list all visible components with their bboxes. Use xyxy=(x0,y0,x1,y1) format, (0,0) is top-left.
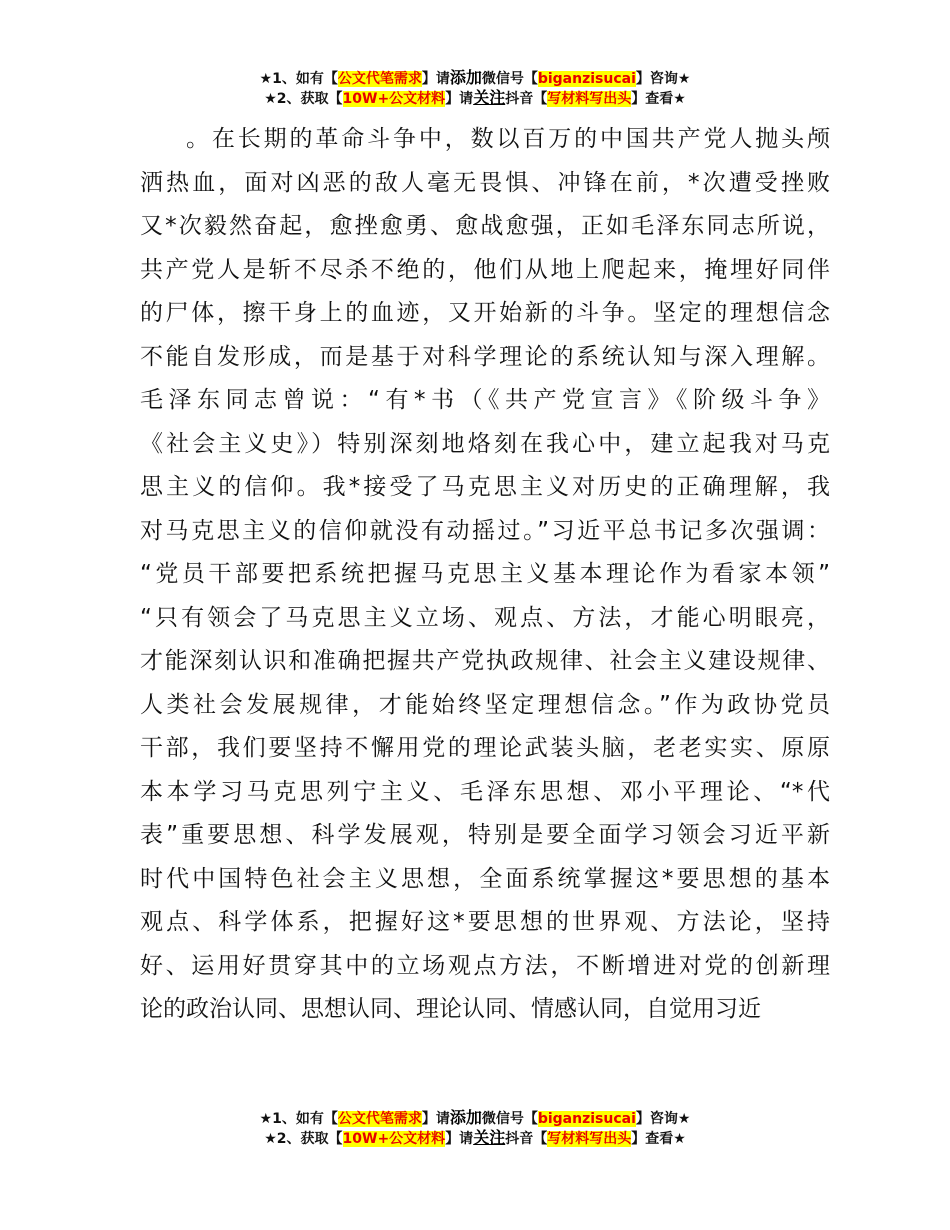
banner-emphasis-underlined: 关注 xyxy=(473,88,506,107)
body-line: 毛泽东同志曾说：“有*书（《共产党宣言》《阶级斗争》 xyxy=(140,387,830,413)
banner-text: ★1、如有【 xyxy=(259,71,338,87)
banner-text: ★1、如有【 xyxy=(259,1111,338,1127)
banner-emphasis-underlined: 关注 xyxy=(473,1128,506,1147)
banner-line-2 xyxy=(0,1128,950,1148)
banner-line-2 xyxy=(0,88,950,108)
banner-text: 微信号【 xyxy=(481,1111,538,1127)
body-line: “只有领会了马克思主义立场、观点、方法，才能心明眼亮， xyxy=(140,604,830,631)
body-line: 《社会主义史》）特别深刻地烙刻在我心中，建立起我对马克 xyxy=(140,430,830,457)
body-line: 人类社会发展规律，才能始终坚定理想信念。”作为政协党员 xyxy=(140,691,830,718)
body-line: 。在长期的革命斗争中，数以百万的中国共产党人抛头颅 xyxy=(186,126,830,152)
banner-line-1 xyxy=(0,1108,950,1128)
body-line: “党员干部要把系统把握马克思主义基本理论作为看家本领” xyxy=(140,561,830,587)
highlight-douyin-account: 写材料写出头 xyxy=(547,91,632,107)
banner-text: 抖音【 xyxy=(505,1131,548,1147)
highlight-douyin-account: 写材料写出头 xyxy=(547,1131,632,1147)
body-line: 表”重要思想、科学发展观，特别是要全面学习领会习近平新 xyxy=(140,822,830,848)
banner-text: ★2、获取【 xyxy=(264,91,343,107)
footer-banner xyxy=(0,1108,950,1148)
highlight-wechat-id: biganzisucai xyxy=(537,71,636,87)
highlight-materials: 10W+公文材料 xyxy=(342,91,446,107)
banner-text: ★2、获取【 xyxy=(264,1131,343,1147)
highlight-service: 公文代笔需求 xyxy=(337,1111,422,1127)
body-line: 共产党人是斩不尽杀不绝的，他们从地上爬起来，掩埋好同伴 xyxy=(140,256,830,283)
highlight-wechat-id: biganzisucai xyxy=(537,1111,636,1127)
header-banner xyxy=(0,68,950,108)
banner-text: 】请 xyxy=(445,91,474,107)
body-line: 才能深刻认识和准确把握共产党执政规律、社会主义建设规律、 xyxy=(140,648,830,674)
body-line: 不能自发形成，而是基于对科学理论的系统认知与深入理解。 xyxy=(140,343,830,370)
banner-text: 微信号【 xyxy=(481,71,538,87)
banner-text: 】咨询★ xyxy=(635,71,691,87)
body-line: 时代中国特色社会主义思想，全面系统掌握这*要思想的基本 xyxy=(140,865,830,892)
body-line: 洒热血，面对凶恶的敌人毫无畏惧、冲锋在前，*次遭受挫败 xyxy=(140,169,830,196)
body-line: 好、运用好贯穿其中的立场观点方法，不断增进对党的创新理 xyxy=(140,952,830,979)
banner-text: 】请 xyxy=(445,1131,474,1147)
banner-emphasis: 添加 xyxy=(449,68,482,87)
banner-text: 】查看★ xyxy=(631,91,686,107)
body-line: 又*次毅然奋起，愈挫愈勇、愈战愈强，正如毛泽东同志所说， xyxy=(140,213,830,239)
banner-text: 】请 xyxy=(421,1111,450,1127)
highlight-service: 公文代笔需求 xyxy=(337,71,422,87)
banner-text: 】查看★ xyxy=(631,1131,686,1147)
banner-text: 抖音【 xyxy=(505,91,548,107)
body-line: 本本学习马克思列宁主义、毛泽东思想、邓小平理论、“*代 xyxy=(140,778,830,805)
body-line: 观点、科学体系，把握好这*要思想的世界观、方法论，坚持 xyxy=(140,909,830,935)
banner-text: 】咨询★ xyxy=(635,1111,691,1127)
body-line: 论的政治认同、思想认同、理论认同、情感认同，自觉用习近 xyxy=(140,996,761,1022)
body-line: 干部，我们要坚持不懈用党的理论武装头脑，老老实实、原原 xyxy=(140,735,830,761)
document-body xyxy=(140,118,830,1032)
banner-text: 】请 xyxy=(421,71,450,87)
body-line: 思主义的信仰。我*接受了马克思主义对历史的正确理解，我 xyxy=(140,474,830,500)
body-line: 的尸体，擦干身上的血迹，又开始新的斗争。坚定的理想信念 xyxy=(140,300,830,326)
highlight-materials: 10W+公文材料 xyxy=(342,1131,446,1147)
body-line: 对马克思主义的信仰就没有动摇过。”习近平总书记多次强调： xyxy=(140,517,830,544)
banner-line-1 xyxy=(0,68,950,88)
banner-emphasis: 添加 xyxy=(449,1108,482,1127)
